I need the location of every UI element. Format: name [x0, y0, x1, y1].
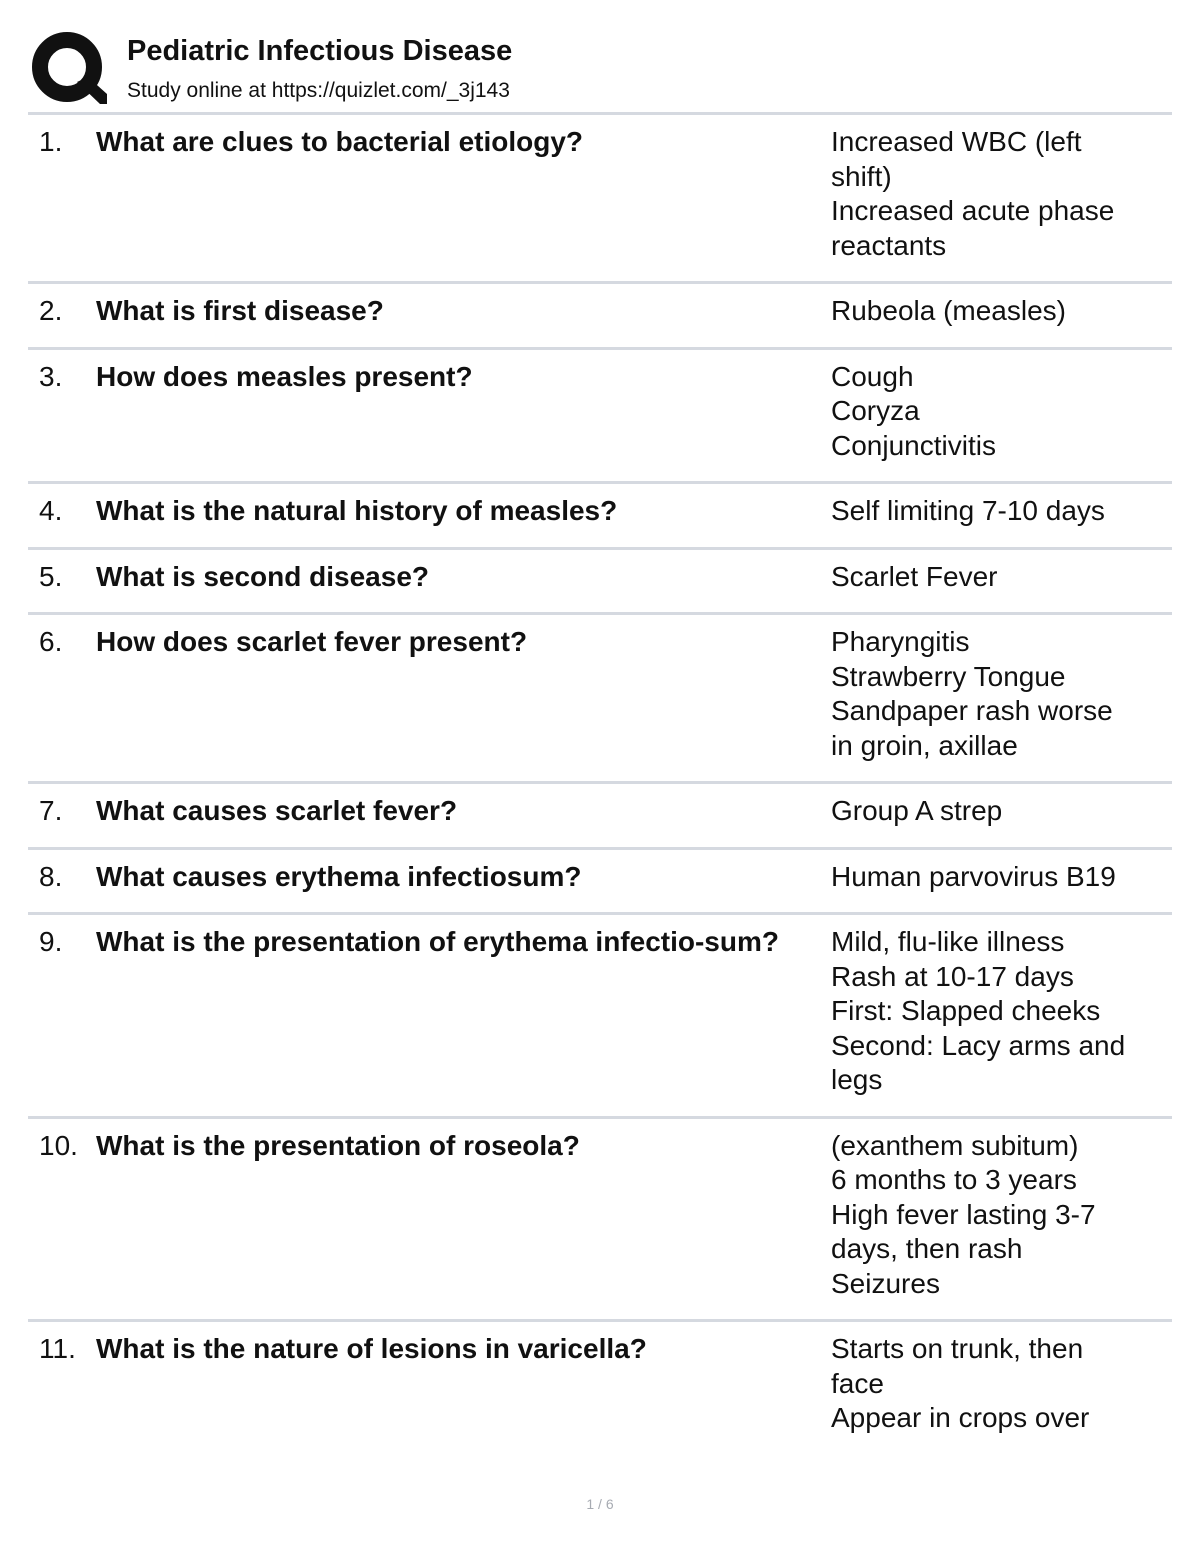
card-definition — [831, 615, 1166, 781]
card-term: How does measles present? — [96, 360, 473, 392]
card-definition — [831, 1119, 1166, 1320]
card-definition — [831, 1322, 1166, 1454]
card-term: What causes erythema infectiosum? — [96, 860, 582, 892]
card-number: 6. — [39, 626, 63, 657]
definition-line: face — [831, 1367, 884, 1399]
flashcard-row — [28, 347, 1172, 482]
page-title: Pediatric Infectious Disease — [127, 35, 513, 67]
definition-line: Scarlet Fever — [831, 560, 998, 592]
definition-line: days, then rash — [831, 1233, 1023, 1264]
card-term: What is the presentation of roseola? — [96, 1129, 580, 1161]
card-number: 10. — [39, 1129, 78, 1161]
definition-line: shift) — [831, 160, 892, 192]
card-term: What is the presentation of erythema infectio-sum? — [96, 926, 779, 957]
definition-line: Human parvovirus B19 — [831, 860, 1116, 892]
definition-line: Appear in crops over — [831, 1402, 1090, 1433]
study-link[interactable]: Study online at https://quizlet.com/_3j143 — [127, 79, 510, 102]
definition-line: Mild, flu-like illness — [831, 926, 1065, 957]
card-term: What are clues to bacterial etiology? — [96, 126, 584, 157]
definition-line: Pharyngitis — [831, 626, 970, 657]
definition-line: Cough — [831, 360, 914, 392]
card-number: 8. — [39, 860, 63, 892]
definition-line: in groin, axillae — [831, 729, 1018, 761]
card-number: 9. — [39, 926, 63, 957]
definition-line: High fever lasting 3-7 — [831, 1198, 1096, 1230]
flashcard-row — [28, 912, 1172, 1116]
definition-line: First: Slapped cheeks — [831, 995, 1101, 1026]
definition-line: Self limiting 7-10 days — [831, 495, 1105, 526]
definition-line: (exanthem subitum) — [831, 1129, 1079, 1161]
card-number: 11. — [39, 1333, 76, 1364]
definition-line: Increased acute phase — [831, 195, 1115, 226]
card-definition — [831, 115, 1166, 281]
definition-line: Starts on trunk, then — [831, 1333, 1084, 1364]
definition-line: Seizures — [831, 1267, 940, 1299]
card-definition — [831, 350, 1166, 482]
definition-line: legs — [831, 1064, 883, 1095]
card-term: What causes scarlet fever? — [96, 795, 458, 826]
card-number: 5. — [39, 560, 63, 592]
flashcard-row — [28, 1319, 1172, 1454]
flashcard-row — [28, 481, 1172, 547]
card-term: What is first disease? — [96, 295, 384, 326]
card-term: What is second disease? — [96, 560, 429, 592]
definition-line: Group A strep — [831, 795, 1003, 826]
card-number: 7. — [39, 795, 63, 826]
definition-line: Second: Lacy arms and — [831, 1029, 1126, 1061]
card-number: 4. — [39, 495, 63, 526]
definition-line: Rubeola (measles) — [831, 295, 1066, 326]
card-definition — [831, 915, 1166, 1116]
card-definition — [831, 784, 1166, 847]
quizlet-logo-icon — [30, 30, 108, 108]
card-definition — [831, 550, 1166, 613]
flashcard-row — [28, 281, 1172, 347]
card-number: 3. — [39, 360, 63, 392]
flashcard-row — [28, 847, 1172, 913]
card-definition — [831, 484, 1166, 547]
card-number: 2. — [39, 295, 63, 326]
card-number: 1. — [39, 126, 63, 157]
card-term: What is the nature of lesions in varicella? — [96, 1333, 647, 1364]
flashcard-row — [28, 547, 1172, 613]
card-definition — [831, 284, 1166, 347]
definition-line: Strawberry Tongue — [831, 660, 1066, 692]
definition-line: Coryza — [831, 395, 920, 426]
definition-line: Sandpaper rash worse — [831, 695, 1113, 726]
card-term: How does scarlet fever present? — [96, 626, 528, 657]
card-term: What is the natural history of measles? — [96, 495, 618, 526]
flashcard-row — [28, 612, 1172, 781]
flashcard-row — [28, 781, 1172, 847]
page-number: 1 / 6 — [586, 1496, 614, 1512]
definition-line: Increased WBC (left — [831, 126, 1082, 157]
card-definition — [831, 850, 1166, 913]
definition-line: Conjunctivitis — [831, 429, 996, 461]
flashcard-row — [28, 1116, 1172, 1320]
flashcard-list — [28, 112, 1172, 1454]
definition-line: Rash at 10-17 days — [831, 960, 1074, 992]
definition-line: reactants — [831, 229, 947, 261]
definition-line: 6 months to 3 years — [831, 1164, 1077, 1195]
flashcard-row — [28, 112, 1172, 281]
